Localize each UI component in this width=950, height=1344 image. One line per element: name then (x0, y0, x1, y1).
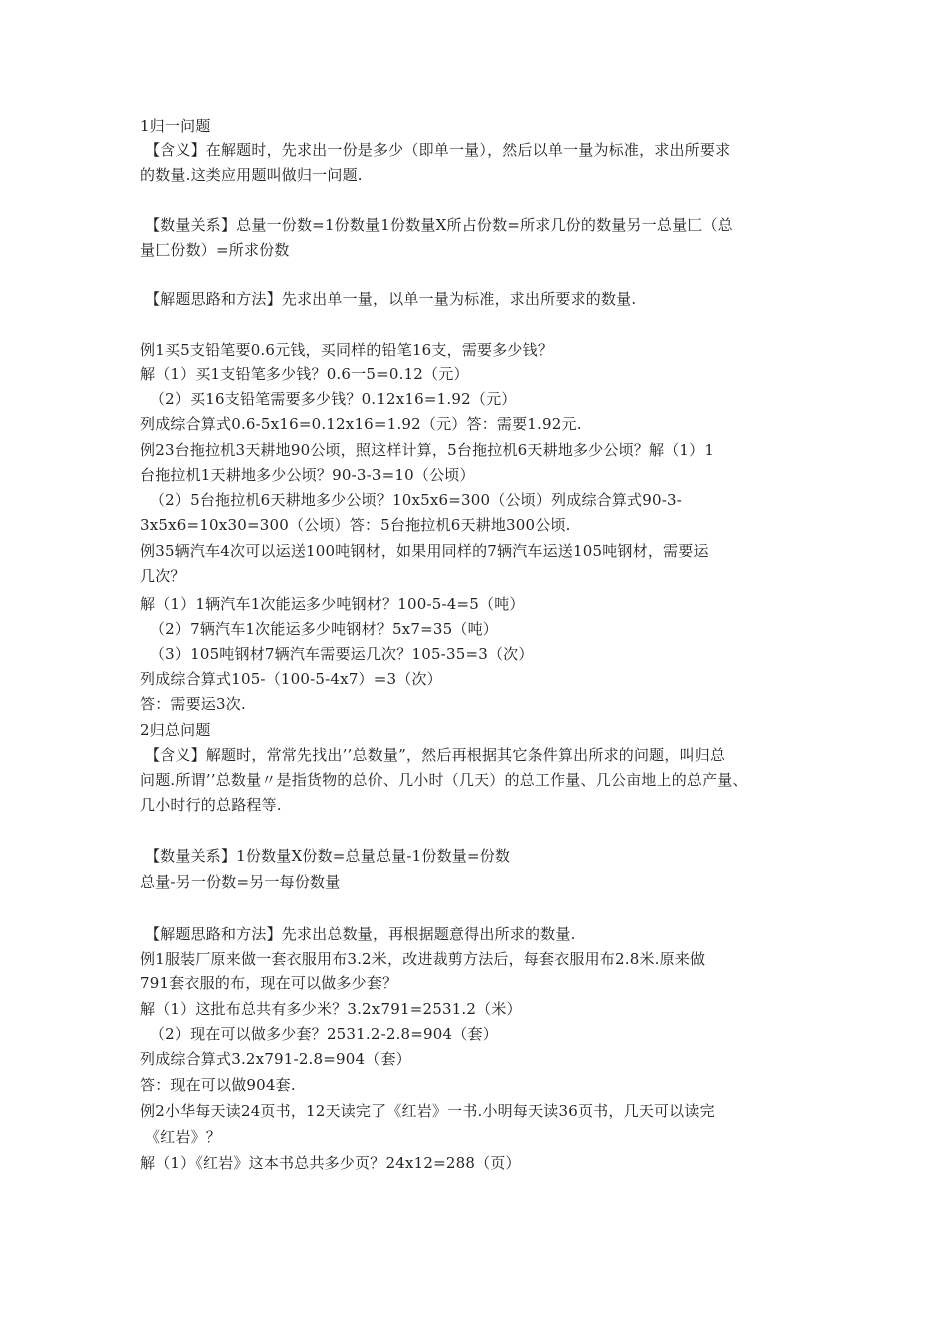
text-line: 几小时行的总路程等. (140, 796, 282, 814)
text-line: 量匚份数）=所求份数 (140, 241, 290, 259)
text-line: 【数量关系】总量一份数=1份数量1份数量X所占份数=所求几份的数量另一总量匚（总 (140, 216, 733, 234)
text-line: 解（1）这批布总共有多少米？3.2x791=2531.2（米） (140, 1000, 522, 1018)
text-line: 答：需要运3次. (140, 695, 246, 713)
text-line: （2）7辆汽车1次能运多少吨钢材？5x7=35（吨） (140, 620, 498, 638)
text-line: 【含义】解题时，常常先找出’’总数量”，然后再根据其它条件算出所求的问题，叫归总 (140, 746, 726, 764)
text-line: 解（1）买1支铅笔多少钱？0.6一5=0.12（元） (140, 365, 469, 383)
text-line: 解（1）《红岩》这本书总共多少页？24x12=288（页） (140, 1154, 521, 1172)
text-line: 【解题思路和方法】先求出总数量，再根据题意得出所求的数量. (140, 925, 576, 943)
text-line: 列成综合算式0.6-5x16=0.12x16=1.92（元）答：需要1.92元. (140, 415, 582, 433)
text-line: 列成综合算式105-（100-5-4x7）=3（次） (140, 670, 442, 688)
text-line: 台拖拉机1天耕地多少公顷？90-3-3=10（公顷） (140, 466, 475, 484)
text-line: 列成综合算式3.2x791-2.8=904（套） (140, 1050, 411, 1068)
text-line: 《红岩》？ (140, 1128, 221, 1146)
text-line: 例23台拖拉机3天耕地90公顷，照这样计算，5台拖拉机6天耕地多少公顷？解（1）1 (140, 441, 715, 459)
text-line: 例1买5支铅笔要0.6元钱，买同样的铅笔16支，需要多少钱？ (140, 341, 554, 359)
text-line: 【数量关系】1份数量X份数=总量总量-1份数量=份数 (140, 847, 511, 865)
text-line: 3x5x6=10x30=300（公顷）答：5台拖拉机6天耕地300公顷. (140, 516, 571, 534)
text-line: 791套衣服的布，现在可以做多少套？ (140, 974, 398, 992)
text-line: 答：现在可以做904套. (140, 1076, 296, 1094)
text-line: 例1服装厂原来做一套衣服用布3.2米，改进裁剪方法后，每套衣服用布2.8米.原来做 (140, 950, 706, 968)
text-line: 例35辆汽车4次可以运送100吨钢材，如果用同样的7辆汽车运送105吨钢材，需要运 (140, 542, 709, 560)
text-line: 几次？ (140, 567, 186, 585)
section-heading: 2归总问题 (140, 721, 211, 739)
text-line: 的数量.这类应用题叫做归一问题. (140, 166, 363, 184)
text-line: （2）买16支铅笔需要多少钱？0.12x16=1.92（元） (140, 390, 517, 408)
text-line: 解（1）1辆汽车1次能运多少吨钢材？100-5-4=5（吨） (140, 595, 525, 613)
text-line: 总量-另一份数=另一每份数量 (140, 873, 341, 891)
text-line: 问题.所谓’’总数量〃是指货物的总价、几小时（几天）的总工作量、几公亩地上的总产量、 (140, 771, 748, 789)
text-line: 【含义】在解题时，先求出一份是多少（即单一量），然后以单一量为标准，求出所要求 (140, 141, 731, 159)
text-line: （2）5台拖拉机6天耕地多少公顷？10x5x6=300（公顷）列成综合算式90-3- (140, 491, 683, 509)
text-line: （3）105吨钢材7辆汽车需要运几次？105-35=3（次） (140, 645, 534, 663)
text-line: 【解题思路和方法】先求出单一量，以单一量为标准，求出所要求的数量. (140, 290, 637, 308)
section-heading: 1归一问题 (140, 117, 211, 135)
text-line: 例2小华每天读24页书，12天读完了《红岩》一书.小明每天读36页书，几天可以读完 (140, 1102, 715, 1120)
text-line: （2）现在可以做多少套？2531.2-2.8=904（套） (140, 1025, 498, 1043)
